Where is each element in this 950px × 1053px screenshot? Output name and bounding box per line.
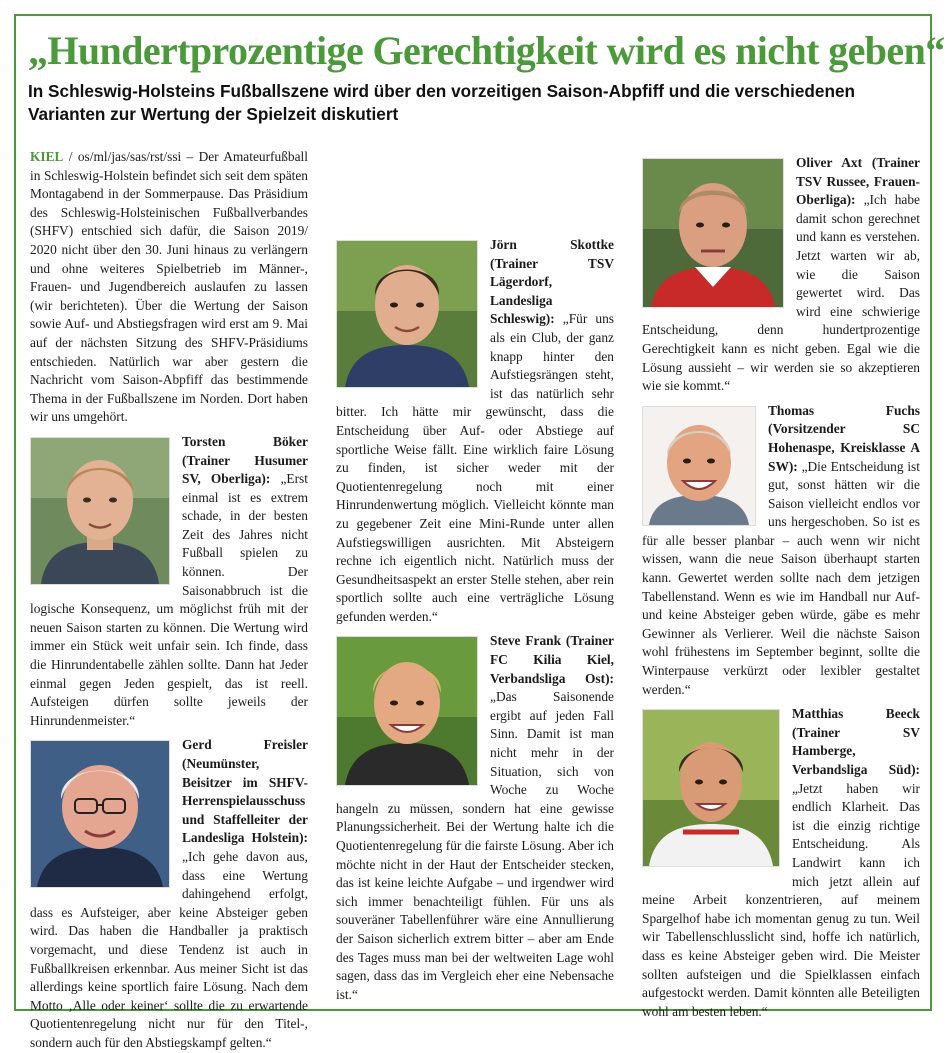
quote-boeker xyxy=(30,433,308,731)
column-1 xyxy=(30,148,308,1053)
portrait-joern-skottke xyxy=(336,240,478,388)
quote-text: „Die Entscheidung ist gut, sonst hätten wir die Saison vielleicht endlos vor uns hergeschoben. So ist es für alle besser planbar – auch wenn wir nicht wissen, wann die neue Saison überhaupt starten kann. Gewertet werden sollte nach dem jetzigen Tabellenstand. Wenn es wie im Handball nur Auf- und keine Absteiger geben würde, gäbe es mehr Gewinner als Verlierer. Weil die nächste Saison wohl frühestens im September beginnt, sollte die Winterpause verkürzt oder lexibler gestaltet werden.“ xyxy=(642,458,920,697)
portrait-steve-frank xyxy=(336,636,478,786)
quote-text: „Ich habe damit schon gerechnet und kann es verstehen. Jetzt warten wir ab, wie die Saison gewertet wird. Das wird eine schwierige Entscheidung, denn hundertprozentige Gerechtigkeit kann es nicht geben. Egal wie die Lösung aussieht – wir werden sie so akzeptieren wie sie kommt.“ xyxy=(642,192,920,394)
intro-text: Der Amateurfußball in Schleswig-Holstein befindet sich seit dem späten Montagabend in der Sommerpause. Das Präsidium des Schleswig-Holsteinischen Fußballverbandes (SHFV) entschied sich dafür, die Saison 2019/ 2020 nicht über den 30. Juni hinaus zu verlängern und ohne weiteres Spielbetrieb im Männer-, Frauen- und Jugendbereich auslaufen zu lassen (wir berichteten). Über die Wertung der Saison sowie Auf- und Abstiegsfragen wird erst am 9. Mai auf der nächsten Sitzung des SHFV-Präsidiums entschieden. Natürlich war aber gestern die Nachricht vom Saison-Abpfiff das bestimmende Thema in der Fußballszene im Norden. Dort haben wir uns umgehört. xyxy=(30,149,308,425)
quote-text: „Ich gehe davon aus, dass eine Wertung dahingehend erfolgt, dass es Aufsteiger, aber keine Absteiger geben wird. Das haben die Handballer ja praktisch vorgemacht, und diese Tendenz ist auch in Fußballkreisen erkennbar. Aus meiner Sicht ist das allerdings keine sportlich faire Lösung. Nach dem Motto ‚Alle oder keiner‘ sollte die zu erwartende Quotientenregelung nicht nur für den Titel-, sondern auch für den Abstiegskampf gelten.“ xyxy=(30,848,308,1050)
speaker-name: Gerd Freisler (Neumünster, Beisitzer im SHFV-Herrenspielausschuss und Staffelleiter der Landesliga Holstein): xyxy=(182,737,308,846)
subheadline: In Schleswig-Holsteins Fußballszene wird über den vorzeitigen Saison-Abpfiff und die verschiedenen Varianten zur Wertung der Spielzeit diskutiert xyxy=(28,81,856,124)
portrait-thomas-fuchs xyxy=(642,406,756,526)
quote-fuchs xyxy=(642,402,920,700)
column-2 xyxy=(336,148,614,1004)
quote-text: „Erst einmal ist es extrem schade, in der besten Zeit des Jahres nicht Fußball spielen zu können. Der Saisonabbruch ist die logische Konsequenz, um möglichst früh mit der neuen Saison starten zu können. Die Wertung wird immer ein Stück weit unfair sein. Ich finde, dass die Hinrundentabelle zählen sollte. Dann hat Jeder einmal gegen Jeden gespielt, das ist reell. Aufsteigen dürfen sollte jeweils der Hinrundenmeister.“ xyxy=(30,471,308,728)
quote-text: „Jetzt haben wir endlich Klarheit. Das ist die einzig richtige Entscheidung. Als Landwirt kann ich mich jetzt allein auf meine Arbeit konzentrieren, auf meinem Spargelhof habe ich momentan genug zu tun. Weil wir Tabellenschlusslicht sind, hoffe ich natürlich, dass es keine Absteiger geben wird. Die Meister sollten aufsteigen und die Spielklassen einfach aufgestockt werden. Damit könnten alle Beteiligten wohl am besten leben.“ xyxy=(642,780,920,1019)
portrait-gerd-freisler xyxy=(30,740,170,888)
quote-text: „Das Saisonende ergibt auf jeden Fall Sinn. Damit ist man nicht mehr in der Situation, sich von Woche zu Woche hangeln zu müssen, sondern hat eine gewisse Planungssicherheit. Bei der Wertung halte ich die Quotientenregelung für die fairste Lösung. Aber ich möchte nicht in der Haut der Entscheider stecken, das ist keine leichte Aufgabe – und irgendwer wird sich immer benachteiligt fühlen. Für uns als souveräner Tabellenführer wäre eine Annullierung der Saison sicherlich extrem bitter – aber am Ende des Tages muss man bei der weltweiten Lage wohl sagen, dass das im Vergleich eher eine Nebensache ist.“ xyxy=(336,689,614,1002)
quote-freisler xyxy=(30,736,308,1052)
portrait-torsten-boeker xyxy=(30,437,170,585)
speaker-name: Jörn Skottke (Trainer TSV Lägerdorf, Landesliga Schleswig): xyxy=(490,237,614,327)
quote-beeck xyxy=(642,705,920,1021)
dateline: KIEL xyxy=(30,149,64,164)
column-3 xyxy=(642,154,920,1021)
speaker-name: Oliver Axt (Trainer TSV Russee, Frauen-Oberliga): xyxy=(796,155,920,208)
intro-paragraph xyxy=(30,148,308,427)
speaker-name: Thomas Fuchs (Vorsitzender SC Hohenaspe, Kreisklasse A SW): xyxy=(768,402,920,474)
quote-text: „Für uns als ein Club, der ganz knapp hinter den Aufstiegsrängen steht, ist das natürlich sehr bitter. Ich hätte mir gewünscht, dass die Entscheidung über Auf- oder Abstiege auf sportliche Weise fällt. Eine wirklich faire Lösung zu finden, ist sicher weder mit der Quotientenregelung noch mit einer Hinrundenwertung möglich. Vielleicht könnte man zu gegebener Zeit eine Mini-Runde unter allen Aufstiegswilligen ausrichten. Mit Absteigern rechne ich eigentlich nicht. Natürlich muss der Gesundheitsaspekt an erster Stelle stehen, aber rein sportlich sollte auch eine verträgliche Lösung gefunden werden.“ xyxy=(336,311,614,624)
headline: „Hundertprozentige Gerechtigkeit wird es nicht geben“ xyxy=(28,28,945,73)
speaker-name: Matthias Beeck (Trainer SV Hamberge, Verbandsliga Süd): xyxy=(792,706,920,777)
author-initials: / os/ml/jas/sas/rst/ssi – xyxy=(63,149,199,164)
portrait-matthias-beeck xyxy=(642,709,780,867)
portrait-oliver-axt xyxy=(642,158,784,308)
speaker-name: Torsten Böker (Trainer Husumer SV, Oberliga): xyxy=(182,433,308,487)
quote-axt xyxy=(642,154,920,396)
speaker-name: Steve Frank (Trainer FC Kilia Kiel, Verbandsliga Ost): xyxy=(490,633,614,686)
quote-skottke xyxy=(336,236,614,626)
article xyxy=(14,14,945,1050)
quote-frank xyxy=(336,632,614,1004)
